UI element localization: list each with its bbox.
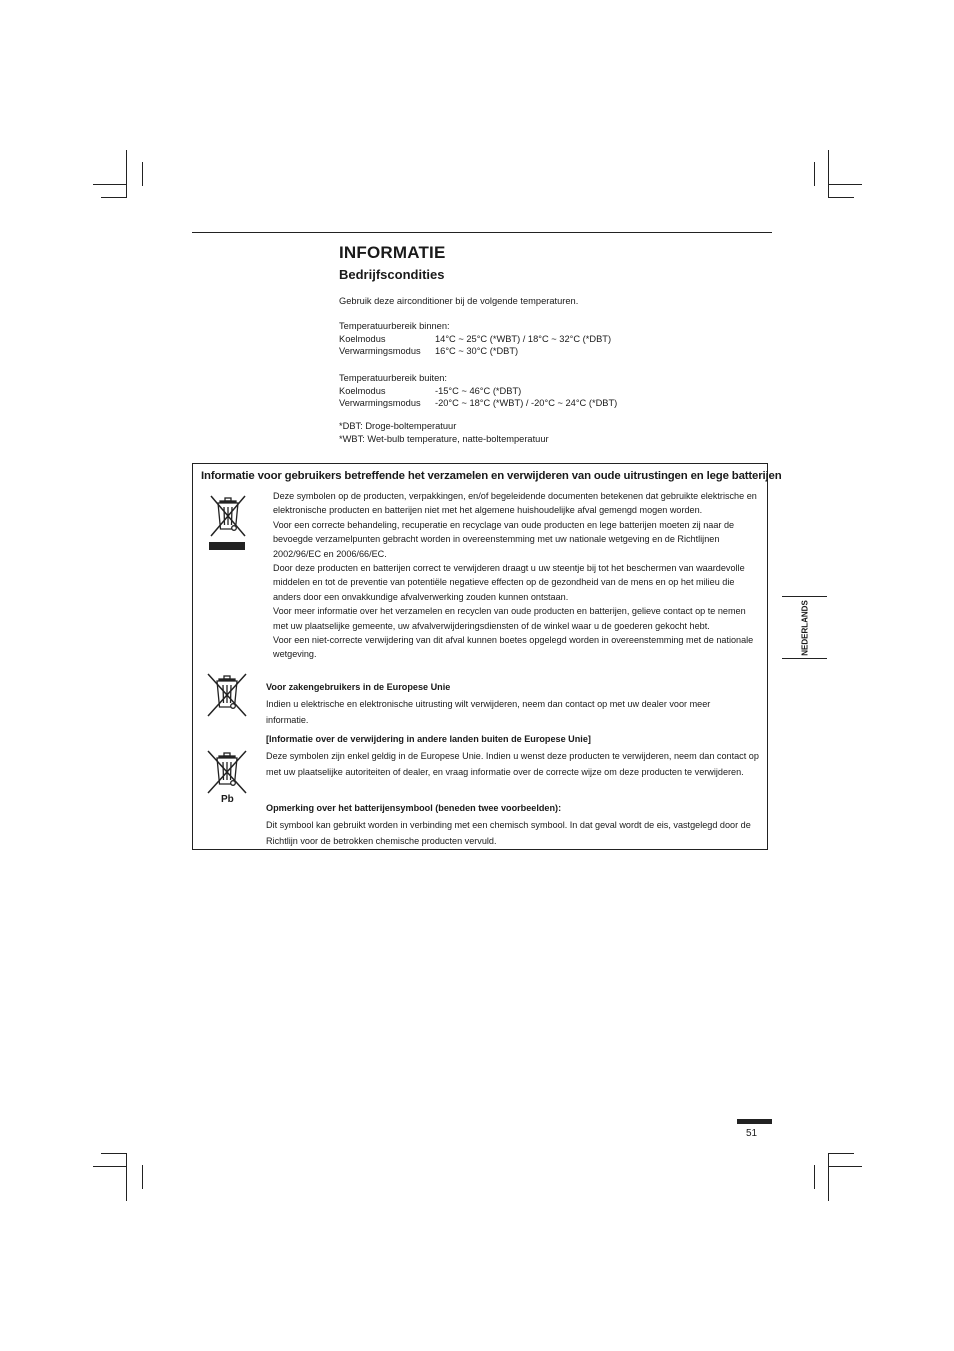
page-number-bar [737,1119,772,1124]
outdoor-row-value: -20°C ~ 18°C (*WBT) / -20°C ~ 24°C (*DBT) [435,398,618,408]
page-title: INFORMATIE [339,243,446,262]
crossed-bin-icon [205,671,249,719]
business-text: Indien u elektrische en elektronische uitrusting wilt verwijderen, neem dan contact op met uw dealer voor meer informatie. [266,699,711,725]
outdoor-row-value: -15°C ~ 46°C (*DBT) [435,385,522,396]
box-title: Informatie voor gebruikers betreffende het verzamelen en verwijderen van oude uitrustingen en lege batterijen [201,470,782,482]
indoor-row-label: Koelmodus [339,333,386,344]
crop-mark [814,1165,815,1189]
battery-heading: Opmerking over het batterijensymbool (beneden twee voorbeelden): [266,803,562,813]
language-tab-label: NEDERLANDS [800,599,809,656]
header-rule [192,232,772,233]
crop-mark [814,162,815,186]
indoor-heading: Temperatuurbereik binnen: [339,321,450,331]
crop-mark [126,1153,127,1201]
outdoor-row [339,385,617,398]
crop-mark [829,184,862,185]
crop-mark [142,1165,143,1189]
footnote-wbt: *WBT: Wet-bulb temperature, natte-boltemperatuur [339,433,549,444]
business-heading: Voor zakengebruikers in de Europese Unie [266,682,451,692]
crop-mark [93,184,126,185]
language-tab [782,596,827,659]
section-subtitle: Bedrijfscondities [339,267,445,282]
outdoor-row-label: Verwarmingsmodus [339,398,421,408]
crop-mark [126,150,127,198]
crop-mark [142,162,143,186]
outdoor-row-label: Koelmodus [339,385,386,396]
crop-mark [101,1153,126,1154]
page-number: 51 [746,1128,758,1139]
info-paragraph: Voor een correcte behandeling, recuperatie en recyclage van oude producten en lege batterijen moeten zij naar de bevoegde verzamelpunten gebracht worden in overeenstemming met uw nationale wetgeving en de Richtlijnen 2002/96/EC en 2006/66/EC. [273,519,735,559]
outside-eu-text: Deze symbolen zijn enkel geldig in de Europese Unie. Indien u wenst deze producten te verwijderen, neem dan contact op met uw plaatselijke autoriteiten of dealer, en vraag informatie over de correcte wijze om deze producten te verwijderen. [266,751,759,777]
outside-eu-heading: [Informatie over de verwijdering in andere landen buiten de Europese Unie] [266,734,591,744]
outdoor-row [339,397,617,410]
info-paragraphs [273,489,763,662]
indoor-row [339,345,611,358]
info-paragraph: Voor meer informatie over het verzamelen en recyclen van oude producten en batterijen, gelieve contact op te nemen met uw plaatselijke gemeente, uw afvalverwijderingsdiensten of de winkel waar u de goederen gekocht hebt. [273,606,746,631]
crop-mark [828,150,829,198]
crossed-bin-pb-icon [205,748,249,796]
battery-text: Dit symbool kan gebruikt worden in verbinding met een chemisch symbool. In dat geval wordt de eis, vastgelegd door de Richtlijn voor de betrokken chemische producten vervuld. [266,820,751,846]
footnotes [339,420,549,445]
indoor-range [339,320,611,358]
footnote-dbt: *DBT: Droge-boltemperatuur [339,421,457,431]
crop-mark [829,1153,854,1154]
indoor-row-label: Verwarmingsmodus [339,346,421,356]
indoor-row [339,333,611,346]
info-paragraph: Door deze producten en batterijen correct te verwijderen draagt u uw steentje bij tot het beschermen van waardevolle middelen en tot de preventie van potentiële negatieve effecten op de gezondheid van de mens en op het milieu die anders door een onvakkundige afvalverwerking zouden kunnen ontstaan. [273,563,745,602]
crop-mark [93,1166,126,1167]
indoor-row-value: 16°C ~ 30°C (*DBT) [435,346,519,356]
crop-mark [829,197,854,198]
outdoor-range [339,372,617,410]
info-paragraph: Deze symbolen op de producten, verpakkingen, en/of begeleidende documenten betekenen dat gebruikte elektrische en elektronische producten en batterijen niet met het algemene huishoudelijke afval gemengd mogen worden. [273,491,757,516]
outdoor-heading: Temperatuurbereik buiten: [339,373,448,383]
info-paragraph: Voor een niet-correcte verwijdering van dit afval kunnen boetes opgelegd worden in overeenstemming met de nationale wetgeving. [273,635,754,660]
indoor-row-value: 14°C ~ 25°C (*WBT) / 18°C ~ 32°C (*DBT) [435,333,612,344]
crop-mark [828,1153,829,1201]
disposal-info-box [192,463,782,850]
crop-mark [829,1166,862,1167]
crop-mark [101,197,126,198]
pb-label: Pb [221,794,234,805]
crossed-bin-bar-icon [207,492,249,552]
intro-text: Gebruik deze airconditioner bij de volgende temperaturen. [339,296,579,306]
